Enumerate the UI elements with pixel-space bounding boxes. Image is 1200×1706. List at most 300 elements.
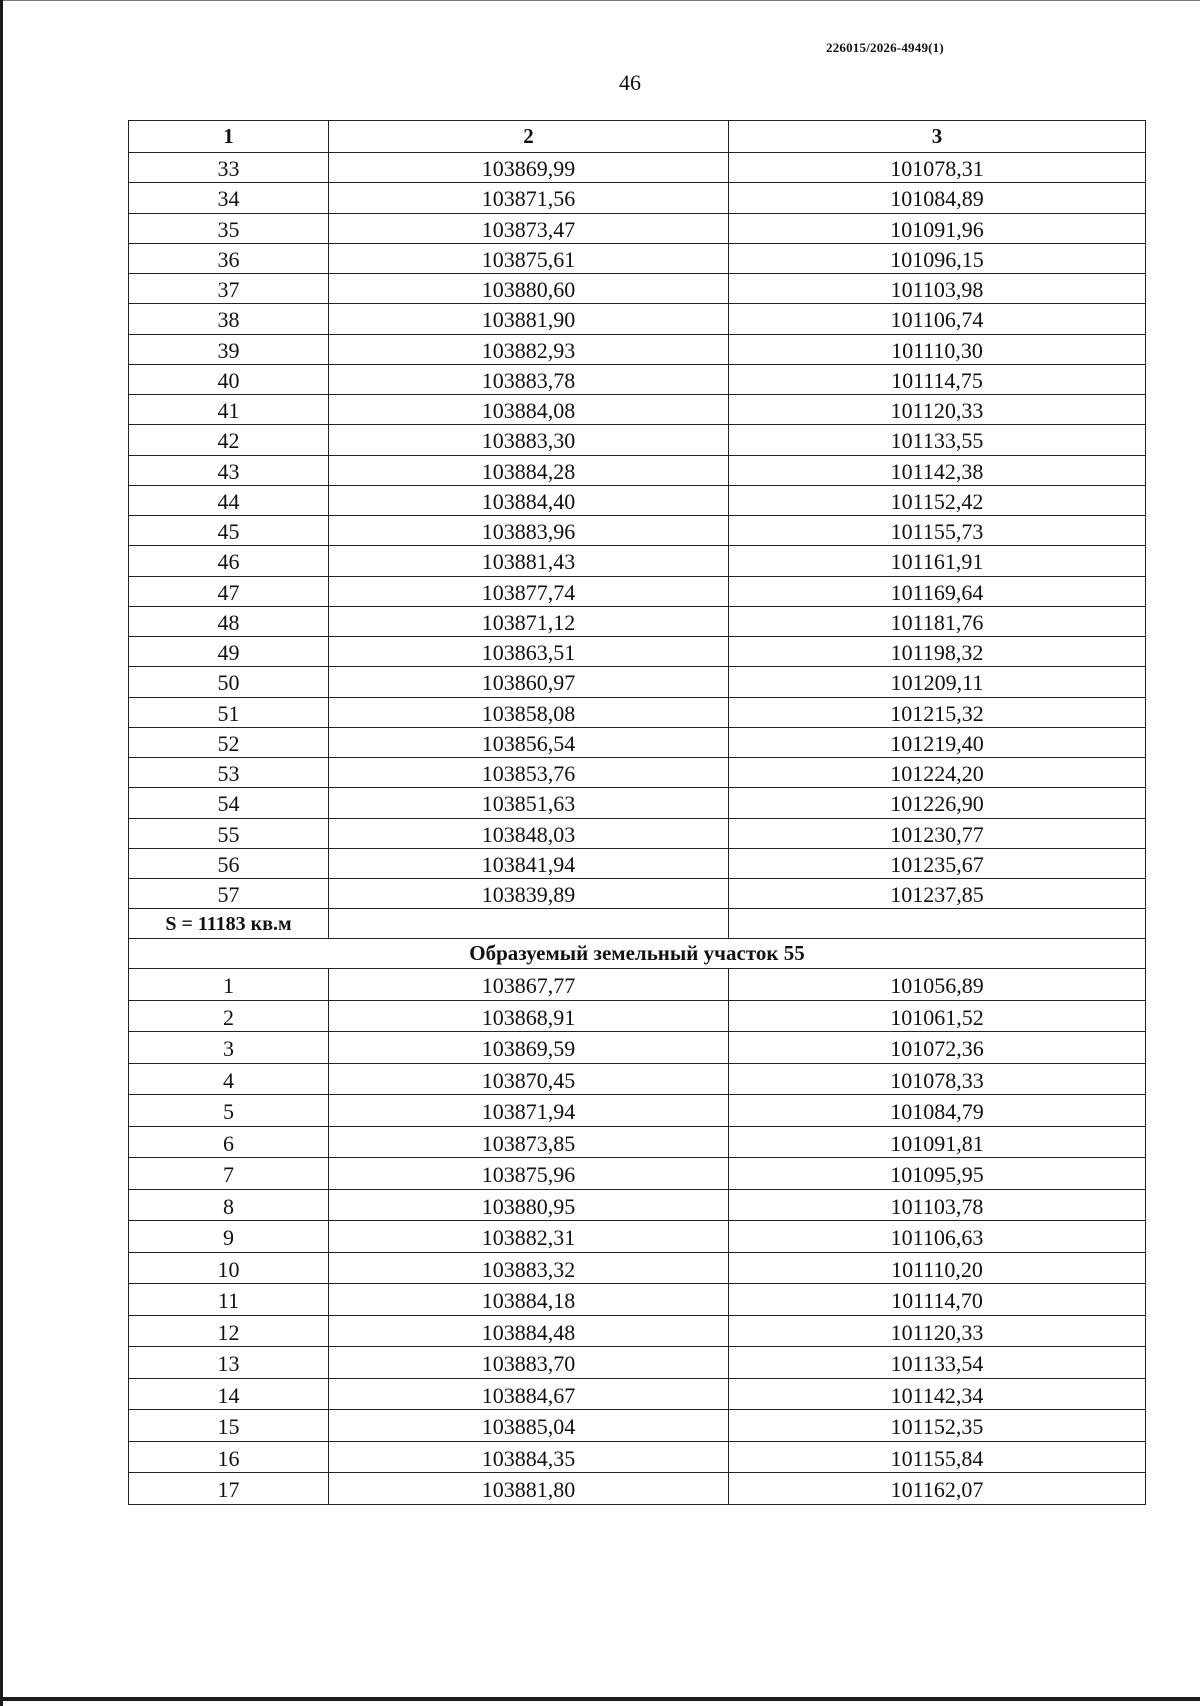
x-coordinate-cell bbox=[329, 1032, 729, 1064]
point-number-cell bbox=[129, 606, 329, 636]
x-coordinate-value: 103881,43 bbox=[481, 549, 576, 575]
y-coordinate-value: 101133,54 bbox=[890, 1351, 984, 1376]
y-coordinate-cell bbox=[729, 485, 1146, 515]
x-coordinate-value: 103884,40 bbox=[481, 488, 576, 514]
table-row bbox=[129, 1032, 1146, 1064]
y-coordinate-value: 101061,52 bbox=[890, 1004, 984, 1030]
x-coordinate-value: 103853,76 bbox=[481, 761, 576, 787]
x-coordinate-cell bbox=[329, 969, 729, 1001]
x-coordinate-value: 103883,78 bbox=[481, 367, 576, 393]
y-coordinate-value: 101230,77 bbox=[890, 821, 984, 847]
x-coordinate-cell bbox=[329, 546, 729, 576]
x-coordinate-value: 103884,28 bbox=[481, 458, 576, 484]
point-number-cell bbox=[129, 969, 329, 1001]
x-coordinate-cell bbox=[329, 1347, 729, 1379]
point-number-cell bbox=[129, 1441, 329, 1473]
scan-edge-bottom bbox=[0, 1697, 1200, 1701]
x-coordinate-cell bbox=[329, 1441, 729, 1473]
y-coordinate-value: 101106,63 bbox=[890, 1225, 984, 1250]
point-number-cell bbox=[129, 274, 329, 304]
point-number-cell bbox=[129, 637, 329, 667]
point-number-cell bbox=[129, 1378, 329, 1410]
table-row bbox=[129, 485, 1146, 515]
x-coordinate-value: 103880,60 bbox=[481, 277, 576, 303]
point-number-value: 55 bbox=[217, 821, 240, 847]
point-number-value: 41 bbox=[217, 398, 240, 424]
point-number-cell bbox=[129, 1126, 329, 1158]
y-coordinate-value: 101110,30 bbox=[891, 337, 983, 363]
x-coordinate-cell bbox=[329, 1095, 729, 1127]
x-coordinate-value: 103871,12 bbox=[481, 609, 576, 635]
y-coordinate-value: 101091,81 bbox=[890, 1130, 984, 1156]
point-number-value: 49 bbox=[217, 640, 240, 666]
point-number-value: 17 bbox=[217, 1477, 240, 1502]
y-coordinate-cell bbox=[729, 395, 1146, 425]
y-coordinate-cell bbox=[729, 758, 1146, 788]
x-coordinate-value: 103858,08 bbox=[481, 700, 576, 726]
point-number-value: 5 bbox=[223, 1099, 234, 1124]
table-row bbox=[129, 1252, 1146, 1284]
y-coordinate-cell bbox=[729, 546, 1146, 576]
point-number-cell bbox=[129, 1410, 329, 1442]
x-coordinate-value: 103875,96 bbox=[481, 1162, 576, 1187]
x-coordinate-cell bbox=[329, 425, 729, 455]
point-number-cell bbox=[129, 879, 329, 909]
y-coordinate-value: 101084,89 bbox=[890, 186, 984, 212]
y-coordinate-value: 101142,34 bbox=[890, 1382, 984, 1408]
x-coordinate-value: 103851,63 bbox=[481, 791, 576, 817]
point-number-value: 34 bbox=[217, 186, 240, 212]
table-row bbox=[129, 1315, 1146, 1347]
y-coordinate-value: 101215,32 bbox=[890, 700, 984, 726]
y-coordinate-value: 101120,33 bbox=[890, 398, 984, 424]
point-number-value: 15 bbox=[217, 1414, 240, 1439]
x-coordinate-value: 103884,67 bbox=[481, 1382, 576, 1408]
y-coordinate-cell bbox=[729, 1189, 1146, 1221]
y-coordinate-value: 101114,75 bbox=[891, 367, 983, 393]
table-row bbox=[129, 848, 1146, 878]
y-coordinate-value: 101237,85 bbox=[890, 882, 984, 908]
point-number-value: 2 bbox=[223, 1004, 234, 1030]
y-coordinate-value: 101235,67 bbox=[890, 851, 984, 877]
point-number-cell bbox=[129, 395, 329, 425]
x-coordinate-cell bbox=[329, 879, 729, 909]
x-coordinate-value: 103871,94 bbox=[481, 1099, 576, 1124]
table-row bbox=[129, 1410, 1146, 1442]
x-coordinate-value: 103839,89 bbox=[481, 882, 576, 908]
point-number-cell bbox=[129, 758, 329, 788]
point-number-value: 9 bbox=[223, 1225, 234, 1250]
table-row bbox=[129, 153, 1146, 183]
point-number-value: 43 bbox=[217, 458, 240, 484]
x-coordinate-value: 103883,32 bbox=[481, 1256, 576, 1282]
x-coordinate-cell bbox=[329, 455, 729, 485]
x-coordinate-value: 103884,08 bbox=[481, 398, 576, 424]
section-title-row bbox=[129, 939, 1146, 969]
y-coordinate-cell bbox=[729, 788, 1146, 818]
table-row bbox=[129, 1221, 1146, 1253]
x-coordinate-cell bbox=[329, 485, 729, 515]
x-coordinate-cell bbox=[329, 516, 729, 546]
y-coordinate-cell bbox=[729, 1410, 1146, 1442]
x-coordinate-value: 103877,74 bbox=[481, 579, 576, 605]
x-coordinate-cell bbox=[329, 1410, 729, 1442]
y-coordinate-cell bbox=[729, 1378, 1146, 1410]
x-coordinate-cell bbox=[329, 1252, 729, 1284]
y-coordinate-cell bbox=[729, 153, 1146, 183]
point-number-cell bbox=[129, 1158, 329, 1190]
y-coordinate-cell bbox=[729, 969, 1146, 1001]
x-coordinate-cell bbox=[329, 697, 729, 727]
y-coordinate-cell bbox=[729, 848, 1146, 878]
x-coordinate-cell bbox=[329, 1000, 729, 1032]
x-coordinate-cell bbox=[329, 1063, 729, 1095]
point-number-value: 13 bbox=[217, 1351, 240, 1376]
point-number-cell bbox=[129, 1284, 329, 1316]
y-coordinate-value: 101110,20 bbox=[891, 1256, 983, 1282]
point-number-value: 3 bbox=[223, 1036, 234, 1061]
scan-edge-left bbox=[0, 0, 3, 1706]
x-coordinate-cell bbox=[329, 395, 729, 425]
point-number-value: 45 bbox=[217, 519, 240, 545]
y-coordinate-value: 101226,90 bbox=[890, 791, 984, 817]
table-row bbox=[129, 1347, 1146, 1379]
x-coordinate-value: 103863,51 bbox=[481, 640, 576, 666]
table-row bbox=[129, 1095, 1146, 1127]
y-coordinate-value: 101084,79 bbox=[890, 1099, 984, 1124]
x-coordinate-value: 103841,94 bbox=[481, 851, 576, 877]
x-coordinate-value: 103882,31 bbox=[481, 1225, 576, 1250]
point-number-value: 48 bbox=[217, 609, 240, 635]
point-number-value: 1 bbox=[223, 973, 234, 998]
point-number-cell bbox=[129, 727, 329, 757]
x-coordinate-value: 103875,61 bbox=[481, 246, 576, 272]
table-row bbox=[129, 727, 1146, 757]
table-row bbox=[129, 697, 1146, 727]
y-coordinate-value: 101152,42 bbox=[890, 488, 984, 514]
x-coordinate-cell bbox=[329, 1284, 729, 1316]
y-coordinate-value: 101091,96 bbox=[890, 216, 984, 242]
y-coordinate-cell bbox=[729, 576, 1146, 606]
point-number-value: 44 bbox=[217, 488, 240, 514]
point-number-cell bbox=[129, 1095, 329, 1127]
x-coordinate-value: 103860,97 bbox=[481, 670, 576, 696]
point-number-cell bbox=[129, 243, 329, 273]
table-row bbox=[129, 304, 1146, 334]
y-coordinate-cell bbox=[729, 455, 1146, 485]
x-coordinate-value: 103848,03 bbox=[481, 821, 576, 847]
y-coordinate-cell bbox=[729, 697, 1146, 727]
point-number-cell bbox=[129, 304, 329, 334]
x-coordinate-cell bbox=[329, 364, 729, 394]
y-coordinate-cell bbox=[729, 667, 1146, 697]
y-coordinate-cell bbox=[729, 1473, 1146, 1505]
x-coordinate-cell bbox=[329, 1378, 729, 1410]
point-number-cell bbox=[129, 485, 329, 515]
x-coordinate-cell bbox=[329, 788, 729, 818]
table-row bbox=[129, 637, 1146, 667]
point-number-value: 56 bbox=[217, 851, 240, 877]
point-number-cell bbox=[129, 183, 329, 213]
y-coordinate-value: 101169,64 bbox=[890, 579, 984, 605]
y-coordinate-value: 101155,84 bbox=[890, 1445, 984, 1471]
table-row bbox=[129, 1158, 1146, 1190]
x-coordinate-value: 103883,96 bbox=[481, 519, 576, 545]
x-coordinate-value: 103883,70 bbox=[481, 1351, 576, 1376]
x-coordinate-cell bbox=[329, 153, 729, 183]
point-number-cell bbox=[129, 364, 329, 394]
point-number-value: 51 bbox=[217, 700, 240, 726]
x-coordinate-cell bbox=[329, 243, 729, 273]
y-coordinate-value: 101219,40 bbox=[890, 730, 984, 756]
x-coordinate-cell bbox=[329, 274, 729, 304]
y-coordinate-value: 101181,76 bbox=[890, 609, 984, 635]
scan-edge-top bbox=[0, 0, 1200, 1]
table-row bbox=[129, 1378, 1146, 1410]
y-coordinate-cell bbox=[729, 1095, 1146, 1127]
y-coordinate-cell bbox=[729, 304, 1146, 334]
x-coordinate-value: 103884,18 bbox=[481, 1288, 576, 1313]
table-row bbox=[129, 576, 1146, 606]
y-coordinate-value: 101078,31 bbox=[890, 156, 984, 182]
x-coordinate-value: 103856,54 bbox=[481, 730, 576, 756]
point-number-cell bbox=[129, 334, 329, 364]
x-coordinate-value: 103882,93 bbox=[481, 337, 576, 363]
point-number-value: 35 bbox=[217, 216, 240, 242]
point-number-value: 50 bbox=[217, 670, 240, 696]
x-coordinate-cell bbox=[329, 637, 729, 667]
y-coordinate-cell bbox=[729, 364, 1146, 394]
table-row bbox=[129, 1189, 1146, 1221]
y-coordinate-value: 101152,35 bbox=[890, 1414, 984, 1439]
y-coordinate-value: 101103,98 bbox=[890, 277, 984, 303]
x-coordinate-value: 103885,04 bbox=[481, 1414, 576, 1439]
y-coordinate-cell bbox=[729, 1315, 1146, 1347]
table-row bbox=[129, 1284, 1146, 1316]
point-number-value: 14 bbox=[217, 1382, 240, 1408]
y-coordinate-cell bbox=[729, 818, 1146, 848]
table-row bbox=[129, 818, 1146, 848]
point-number-value: 36 bbox=[217, 246, 240, 272]
x-coordinate-cell bbox=[329, 1473, 729, 1505]
y-coordinate-cell bbox=[729, 1063, 1146, 1095]
point-number-cell bbox=[129, 1473, 329, 1505]
table-row bbox=[129, 1063, 1146, 1095]
point-number-value: 53 bbox=[217, 761, 240, 787]
point-number-value: 52 bbox=[217, 730, 240, 756]
x-coordinate-value: 103869,99 bbox=[481, 156, 576, 182]
document-number: 226015/2026-4949(1) bbox=[826, 40, 944, 55]
y-coordinate-value: 101224,20 bbox=[890, 761, 984, 787]
table-row bbox=[129, 243, 1146, 273]
table-row bbox=[129, 455, 1146, 485]
point-number-value: 39 bbox=[217, 337, 240, 363]
x-coordinate-value: 103870,45 bbox=[481, 1067, 576, 1093]
table-body bbox=[129, 153, 1146, 1505]
point-number-cell bbox=[129, 425, 329, 455]
area-label: S = 11183 кв.м bbox=[129, 909, 329, 939]
y-coordinate-value: 101096,15 bbox=[890, 246, 984, 272]
table-row bbox=[129, 1441, 1146, 1473]
x-coordinate-value: 103868,91 bbox=[481, 1004, 576, 1030]
point-number-value: 16 bbox=[217, 1445, 240, 1471]
x-coordinate-cell bbox=[329, 1189, 729, 1221]
table-row bbox=[129, 364, 1146, 394]
table-row bbox=[129, 1000, 1146, 1032]
x-coordinate-cell bbox=[329, 1158, 729, 1190]
x-coordinate-value: 103867,77 bbox=[481, 973, 576, 998]
y-coordinate-value: 101072,36 bbox=[890, 1036, 984, 1061]
point-number-cell bbox=[129, 546, 329, 576]
point-number-value: 6 bbox=[223, 1130, 234, 1156]
y-coordinate-cell bbox=[729, 1284, 1146, 1316]
x-coordinate-cell bbox=[329, 727, 729, 757]
point-number-value: 8 bbox=[223, 1193, 234, 1219]
y-coordinate-cell bbox=[729, 606, 1146, 636]
y-coordinate-cell bbox=[729, 516, 1146, 546]
table-row bbox=[129, 213, 1146, 243]
table-row bbox=[129, 788, 1146, 818]
x-coordinate-value: 103873,85 bbox=[481, 1130, 576, 1156]
x-coordinate-value: 103873,47 bbox=[481, 216, 576, 242]
y-coordinate-cell bbox=[729, 879, 1146, 909]
y-coordinate-cell bbox=[729, 425, 1146, 455]
table-row bbox=[129, 183, 1146, 213]
point-number-cell bbox=[129, 1000, 329, 1032]
y-coordinate-value: 101198,32 bbox=[890, 640, 984, 666]
table-row bbox=[129, 606, 1146, 636]
y-coordinate-cell bbox=[729, 727, 1146, 757]
point-number-cell bbox=[129, 667, 329, 697]
x-coordinate-cell bbox=[329, 606, 729, 636]
point-number-cell bbox=[129, 455, 329, 485]
column-header-x: 2 bbox=[329, 121, 729, 153]
x-coordinate-cell bbox=[329, 1315, 729, 1347]
y-coordinate-cell bbox=[729, 1441, 1146, 1473]
column-header-point: 1 bbox=[129, 121, 329, 153]
y-coordinate-value: 101161,91 bbox=[890, 549, 984, 575]
y-coordinate-value: 101078,33 bbox=[890, 1067, 984, 1093]
y-coordinate-value: 101133,55 bbox=[890, 428, 984, 454]
point-number-value: 7 bbox=[223, 1162, 234, 1187]
point-number-cell bbox=[129, 1063, 329, 1095]
y-coordinate-cell bbox=[729, 1000, 1146, 1032]
point-number-value: 57 bbox=[217, 882, 240, 908]
table-row bbox=[129, 1473, 1146, 1505]
point-number-value: 37 bbox=[217, 277, 240, 303]
y-coordinate-value: 101162,07 bbox=[890, 1477, 984, 1502]
x-coordinate-cell bbox=[329, 304, 729, 334]
point-number-cell bbox=[129, 1347, 329, 1379]
table-row bbox=[129, 1126, 1146, 1158]
x-coordinate-value: 103869,59 bbox=[481, 1036, 576, 1061]
point-number-cell bbox=[129, 697, 329, 727]
section-title: Образуемый земельный участок 55 bbox=[129, 939, 1146, 969]
x-coordinate-cell bbox=[329, 848, 729, 878]
point-number-value: 54 bbox=[217, 791, 240, 817]
point-number-cell bbox=[129, 1252, 329, 1284]
point-number-value: 4 bbox=[223, 1067, 234, 1093]
point-number-cell bbox=[129, 213, 329, 243]
point-number-cell bbox=[129, 848, 329, 878]
table-row bbox=[129, 546, 1146, 576]
x-coordinate-cell bbox=[329, 213, 729, 243]
empty-cell bbox=[329, 909, 729, 939]
y-coordinate-cell bbox=[729, 274, 1146, 304]
y-coordinate-cell bbox=[729, 1347, 1146, 1379]
x-coordinate-value: 103881,80 bbox=[481, 1477, 576, 1502]
y-coordinate-value: 101056,89 bbox=[890, 973, 984, 998]
column-header-y: 3 bbox=[729, 121, 1146, 153]
point-number-cell bbox=[129, 1189, 329, 1221]
y-coordinate-value: 101103,78 bbox=[890, 1193, 984, 1219]
x-coordinate-value: 103880,95 bbox=[481, 1193, 576, 1219]
y-coordinate-cell bbox=[729, 637, 1146, 667]
y-coordinate-cell bbox=[729, 1032, 1146, 1064]
point-number-cell bbox=[129, 818, 329, 848]
y-coordinate-cell bbox=[729, 183, 1146, 213]
table-row bbox=[129, 274, 1146, 304]
table-row bbox=[129, 969, 1146, 1001]
y-coordinate-value: 101209,11 bbox=[890, 670, 984, 696]
point-number-value: 42 bbox=[217, 428, 240, 454]
y-coordinate-cell bbox=[729, 1221, 1146, 1253]
x-coordinate-cell bbox=[329, 667, 729, 697]
y-coordinate-value: 101155,73 bbox=[890, 519, 984, 545]
x-coordinate-cell bbox=[329, 576, 729, 606]
point-number-value: 33 bbox=[217, 156, 240, 182]
x-coordinate-value: 103883,30 bbox=[481, 428, 576, 454]
point-number-cell bbox=[129, 1221, 329, 1253]
point-number-value: 40 bbox=[217, 367, 240, 393]
point-number-value: 38 bbox=[217, 307, 240, 333]
table-row bbox=[129, 758, 1146, 788]
x-coordinate-value: 103881,90 bbox=[481, 307, 576, 333]
y-coordinate-value: 101114,70 bbox=[891, 1288, 983, 1313]
table-row bbox=[129, 395, 1146, 425]
y-coordinate-cell bbox=[729, 213, 1146, 243]
table-row bbox=[129, 516, 1146, 546]
x-coordinate-value: 103871,56 bbox=[481, 186, 576, 212]
area-row bbox=[129, 909, 1146, 939]
y-coordinate-value: 101106,74 bbox=[890, 307, 984, 333]
point-number-cell bbox=[129, 1032, 329, 1064]
coordinates-table bbox=[128, 120, 1146, 1505]
empty-cell bbox=[729, 909, 1146, 939]
point-number-cell bbox=[129, 153, 329, 183]
table-header-row bbox=[129, 121, 1146, 153]
y-coordinate-value: 101142,38 bbox=[890, 458, 984, 484]
x-coordinate-cell bbox=[329, 818, 729, 848]
x-coordinate-cell bbox=[329, 1126, 729, 1158]
y-coordinate-cell bbox=[729, 1126, 1146, 1158]
point-number-cell bbox=[129, 576, 329, 606]
y-coordinate-cell bbox=[729, 243, 1146, 273]
x-coordinate-cell bbox=[329, 183, 729, 213]
point-number-value: 46 bbox=[217, 549, 240, 575]
y-coordinate-value: 101120,33 bbox=[890, 1319, 984, 1345]
point-number-cell bbox=[129, 788, 329, 818]
point-number-cell bbox=[129, 516, 329, 546]
table-row bbox=[129, 334, 1146, 364]
x-coordinate-cell bbox=[329, 334, 729, 364]
point-number-cell bbox=[129, 1315, 329, 1347]
point-number-value: 10 bbox=[217, 1256, 240, 1282]
table-row bbox=[129, 667, 1146, 697]
point-number-value: 11 bbox=[217, 1288, 240, 1313]
point-number-value: 12 bbox=[217, 1319, 240, 1345]
y-coordinate-cell bbox=[729, 334, 1146, 364]
